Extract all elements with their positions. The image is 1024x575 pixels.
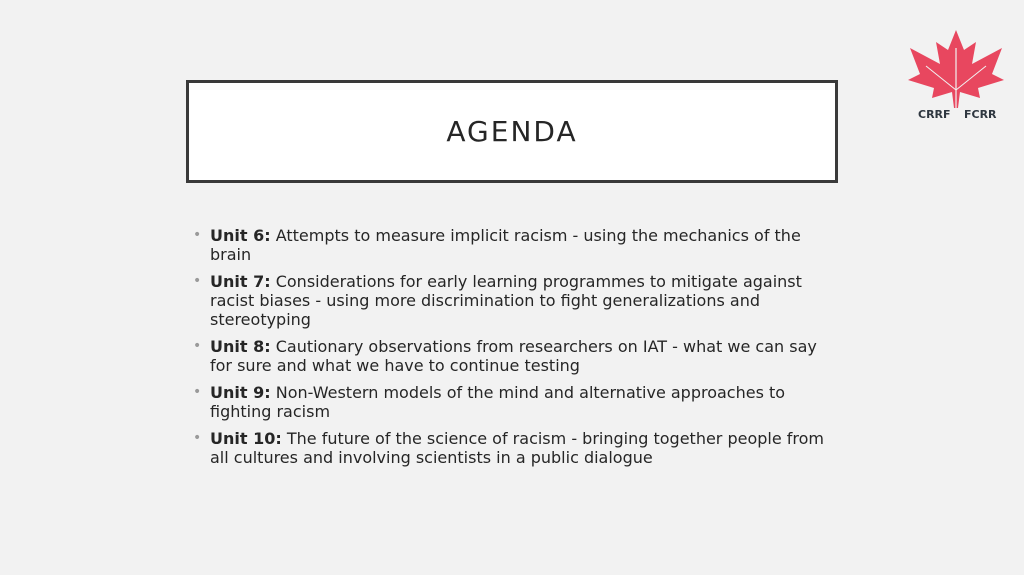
unit-description: Attempts to measure implicit racism - using the mechanics of the brain (210, 226, 801, 264)
unit-description: The future of the science of racism - bringing together people from all cultures and involving scientists in a public dialogue (210, 429, 825, 467)
unit-description: Non-Western models of the mind and alternative approaches to fighting racism (210, 383, 786, 421)
unit-label: Unit 9: (210, 383, 271, 402)
agenda-list (190, 226, 830, 475)
bullet-icon: • (193, 384, 202, 400)
unit-label: Unit 7: (210, 272, 271, 291)
unit-label: Unit 6: (210, 226, 271, 245)
agenda-item-unit-9 (190, 383, 830, 421)
unit-description: Cautionary observations from researchers on IAT - what we can say for sure and what we have to continue testing (210, 337, 817, 375)
agenda-item-unit-8 (190, 337, 830, 375)
slide-title: AGENDA (446, 115, 578, 148)
agenda-item-unit-6 (190, 226, 830, 264)
agenda-item-unit-7 (190, 272, 830, 329)
bullet-icon: • (193, 338, 202, 354)
maple-leaf-icon (906, 28, 1006, 108)
logo-left-text: CRRF (918, 108, 951, 121)
unit-label: Unit 10: (210, 429, 282, 448)
title-box (186, 80, 838, 183)
unit-description: Considerations for early learning programmes to mitigate against racist biases - using more discrimination to fight generalizations and stereotyping (210, 272, 802, 329)
logo-right-text: FCRR (964, 108, 997, 121)
bullet-icon: • (193, 273, 202, 289)
crrf-logo (906, 28, 1006, 124)
bullet-icon: • (193, 430, 202, 446)
agenda-item-unit-10 (190, 429, 830, 467)
unit-label: Unit 8: (210, 337, 271, 356)
bullet-icon: • (193, 227, 202, 243)
